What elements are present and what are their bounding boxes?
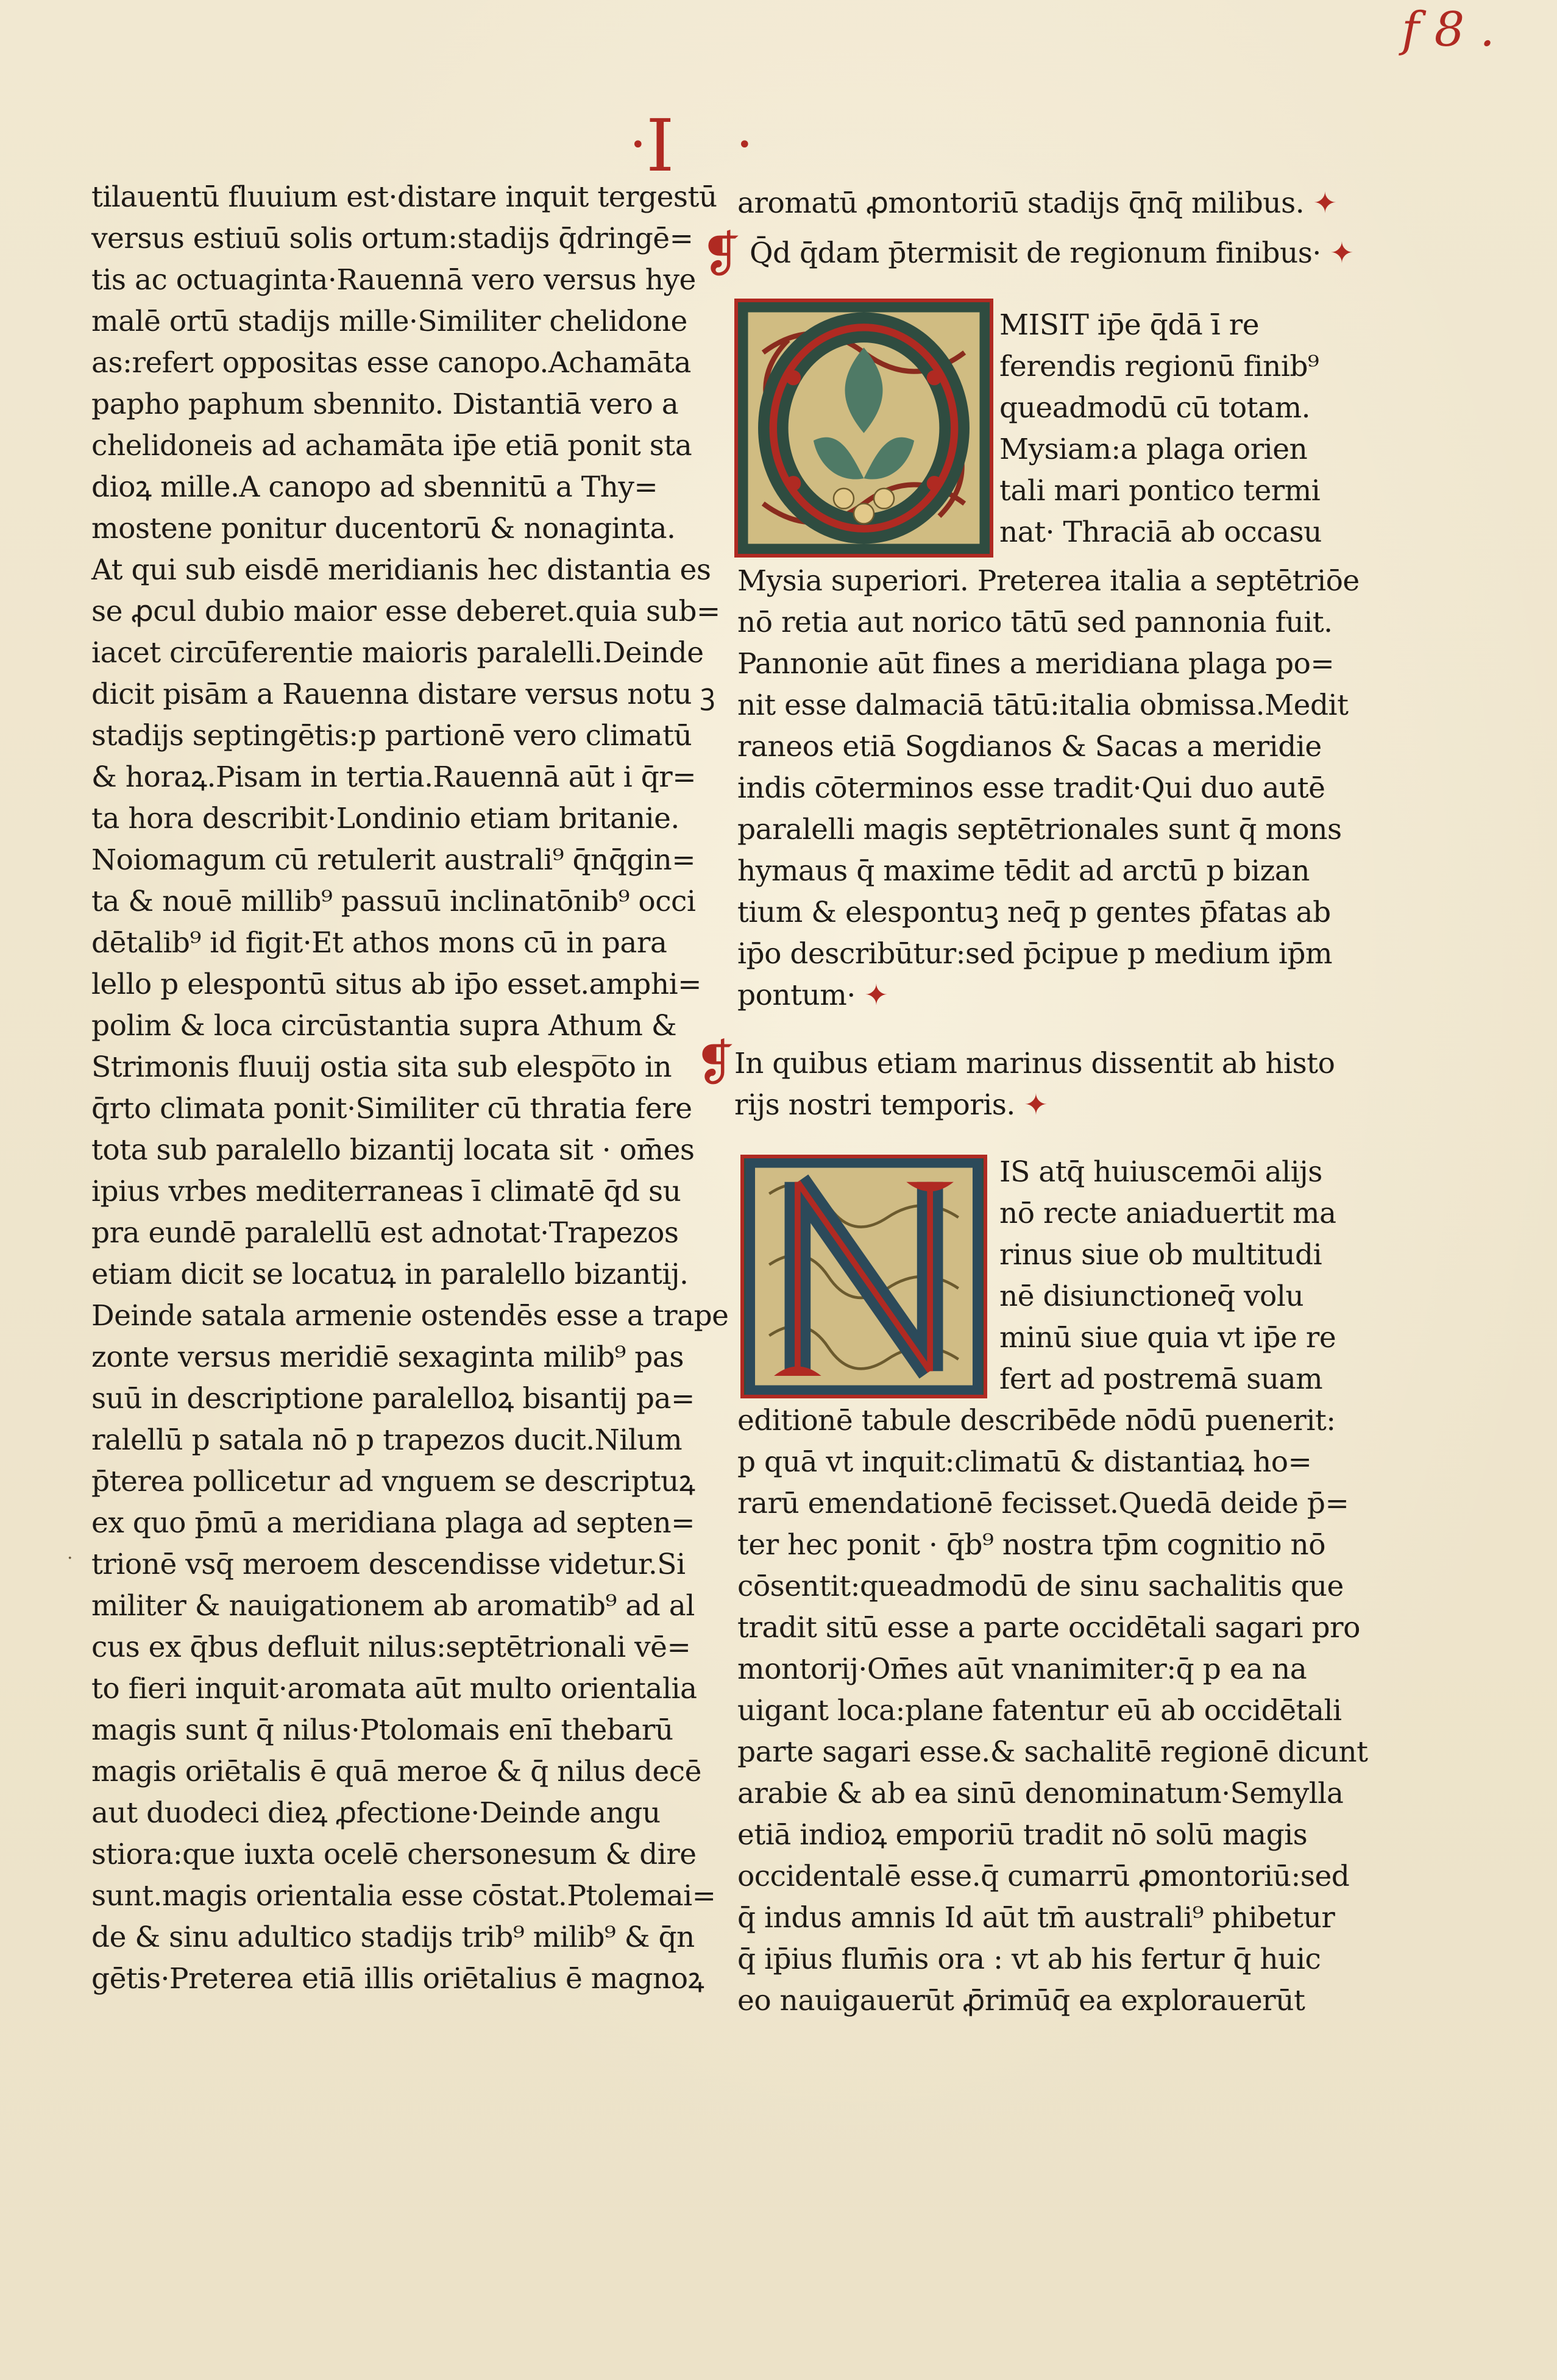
text-line: IS atq̄ huiuscemōi alijs xyxy=(999,1155,1322,1189)
text-line-content: aromatū ꝓmontoriū stadijs q̄nq̄ milibus. xyxy=(737,186,1305,220)
text-line: dioꝝ mille.A canopo ad sbennitū a Thy= xyxy=(91,470,658,504)
text-line: suū in descriptione paralelloꝝ bisantij pa= xyxy=(91,1382,695,1415)
text-line: q̄ ip̄ius flum̄is ora : vt ab his fertur q̄ huic xyxy=(737,1943,1321,1976)
text-line: nō recte aniaduertit ma xyxy=(999,1197,1336,1230)
text-line: p quā vt inquit:climatū & distantiaꝝ ho= xyxy=(737,1445,1312,1479)
folio-number: f 8 . xyxy=(1402,2,1495,57)
text-line: ferendis regionū finib⁹ xyxy=(999,350,1319,383)
text-line: gētis·Preterea etiā illis oriētalius ē magnoꝝ xyxy=(91,1962,704,1996)
text-line: sunt.magis orientalia esse cōstat.Ptolemai= xyxy=(91,1879,716,1913)
text-line: se ꝓcul dubio maior esse deberet.quia sub= xyxy=(91,595,720,628)
text-line xyxy=(737,975,888,1016)
text-line: nō retia aut norico tātū sed pannonia fuit. xyxy=(737,606,1333,639)
text-line: polim & loca circūstantia supra Athum & xyxy=(91,1009,677,1043)
text-line: minū siue quia vt ip̄e re xyxy=(999,1321,1336,1355)
red-ornament: ✦ xyxy=(1321,236,1354,270)
text-line: rinus siue ob multitudi xyxy=(999,1238,1322,1272)
text-line: chelidoneis ad achamāta ip̄e etiā ponit sta xyxy=(91,429,692,462)
text-line: Strimonis fluuij ostia sita sub elespo̅to in xyxy=(91,1050,672,1084)
text-line: tium & elespontuꝫ neq̄ p gentes p̄fatas ab xyxy=(737,896,1331,929)
text-line: ralellū p satala nō p trapezos ducit.Nilum xyxy=(91,1423,683,1457)
text-line: cōsentit:queadmodū de sinu sachalitis que xyxy=(737,1570,1344,1603)
text-line: magis sunt q̄ nilus·Ptolomais enī thebarū xyxy=(91,1713,673,1747)
text-line: tradit sitū esse a parte occidētali sagari pro xyxy=(737,1611,1360,1645)
text-line: tali mari pontico termi xyxy=(999,474,1321,508)
illuminated-initial-o xyxy=(734,299,993,558)
red-ornament: ✦ xyxy=(1304,186,1337,220)
text-line: dētalib⁹ id figit·Et athos mons cū in para xyxy=(91,926,667,960)
text-line: Deinde satala armenie ostendēs esse a trape xyxy=(91,1299,729,1333)
text-line: occidentalē esse.q̄ cumarrū ꝓmontoriū:sed xyxy=(737,1860,1350,1893)
initial-n-artwork xyxy=(744,1158,984,1395)
text-line: iacet circūferentie maioris paralelli.Deinde xyxy=(91,636,704,670)
text-line: nit esse dalmaciā tātū:italia obmissa.Medit xyxy=(737,689,1349,722)
text-line: stiora:que iuxta ocelē chersonesum & dire xyxy=(91,1838,697,1871)
text-line: p̄terea pollicetur ad vnguem se descriptuꝝ xyxy=(91,1465,695,1498)
text-line: Mysia superiori. Preterea italia a septētriōe xyxy=(737,564,1360,598)
text-line: q̄rto climata ponit·Similiter cū thratia fere xyxy=(91,1092,692,1125)
red-ornament: ✦ xyxy=(1015,1088,1048,1122)
text-line: zonte versus meridiē sexaginta milib⁹ pas xyxy=(91,1341,684,1374)
rubric-heading-2-line-2 xyxy=(734,1085,1048,1126)
text-line: ipius vrbes mediterraneas ī climatē q̄d su xyxy=(91,1175,681,1208)
text-line: At qui sub eisdē meridianis hec distantia es xyxy=(91,553,711,587)
text-line: de & sinu adultico stadijs trib⁹ milib⁹ & q̄n xyxy=(91,1921,695,1954)
running-head: I xyxy=(646,104,675,188)
rubric-heading-text: rijs nostri temporis. xyxy=(734,1088,1015,1122)
text-line: to fieri inquit·aromata aūt multo orientalia xyxy=(91,1672,697,1705)
text-line: tis ac octuaginta·Rauennā vero versus hye xyxy=(91,263,696,297)
rubric-heading-2-line-1: In quibus etiam marinus dissentit ab histo xyxy=(734,1047,1335,1080)
text-line: magis oriētalis ē quā meroe & q̄ nilus decē xyxy=(91,1755,701,1788)
running-head-ornament-right: • xyxy=(737,131,752,159)
text-line: rarū emendationē fecisset.Quedā deide p̄= xyxy=(737,1487,1349,1520)
text-line: mostene ponitur ducentorū & nonaginta. xyxy=(91,512,676,545)
rubric-heading-1 xyxy=(750,233,1353,274)
initial-o-artwork xyxy=(738,302,990,554)
text-line: raneos etiā Sogdianos & Sacas a meridie xyxy=(737,730,1322,763)
running-head-ornament-left: • xyxy=(631,131,645,159)
text-line: malē ortū stadijs mille·Similiter chelidone xyxy=(91,305,687,338)
text-line: militer & nauigationem ab aromatib⁹ ad al xyxy=(91,1589,695,1623)
text-line: fert ad postremā suam xyxy=(999,1362,1323,1396)
text-line: editionē tabule describēde nōdū puenerit: xyxy=(737,1404,1336,1437)
text-line: indis cōterminos esse tradit·Qui duo autē xyxy=(737,771,1325,805)
text-line: as:refert oppositas esse canopo.Achamāta xyxy=(91,346,691,380)
text-line: Mysiam:a plaga orien xyxy=(999,433,1308,466)
text-line-content: pontum· xyxy=(737,979,856,1012)
text-line: paralelli magis septētrionales sunt q̄ mons xyxy=(737,813,1342,846)
text-line: ip̄o describūtur:sed p̄cipue p medium ip̄m xyxy=(737,937,1333,971)
text-line: stadijs septingētis:p partionē vero climatū xyxy=(91,719,692,753)
text-line: pra eundē paralellū est adnotat·Trapezos xyxy=(91,1216,679,1250)
text-line: aut duodeci dieꝝ ꝓfectione·Deinde angu xyxy=(91,1796,661,1830)
text-line: montorij·Om̄es aūt vnanimiter:q̄ p ea na xyxy=(737,1652,1307,1686)
margin-mark-dot: · xyxy=(67,1548,73,1569)
text-line: Pannonie aūt fines a meridiana plaga po= xyxy=(737,647,1335,681)
text-line: versus estiuū solis ortum:stadijs q̄dringē= xyxy=(91,222,693,255)
text-line: q̄ indus amnis Id aūt tm̄ australi⁹ phibetur xyxy=(737,1901,1335,1935)
text-line: tota sub paralello bizantij locata sit · om̄es xyxy=(91,1133,695,1167)
text-line: dicit pisām a Rauenna distare versus notu ꝫ xyxy=(91,678,715,711)
text-line: ta hora describit·Londinio etiam britanie. xyxy=(91,802,679,835)
text-line: uigant loca:plane fatentur eū ab occidētali xyxy=(737,1694,1342,1727)
text-line: ter hec ponit · q̄b⁹ nostra tp̄m cognitio nō xyxy=(737,1528,1326,1562)
text-line: MISIT ip̄e q̄dā ī re xyxy=(999,308,1260,342)
text-line xyxy=(737,183,1336,224)
illuminated-initial-n xyxy=(740,1155,987,1398)
text-line: & horaꝝ.Pisam in tertia.Rauennā aūt i q̄r= xyxy=(91,760,697,794)
text-line: ta & nouē millib⁹ passuū inclinatōnib⁹ occi xyxy=(91,885,696,918)
text-line: tilauentū fluuium est·distare inquit tergestū xyxy=(91,180,717,214)
text-line: nat· Thraciā ab occasu xyxy=(999,515,1322,549)
text-line: cus ex q̄bus defluit nilus:septētrionali vē= xyxy=(91,1631,691,1664)
paragraph-mark-icon: ❡ xyxy=(695,1035,736,1091)
text-line: eo nauigauerūt ꝓ̄rimūq̄ ea explorauerūt xyxy=(737,1984,1305,2017)
text-line: lello p elespontū situs ab ip̄o esset.amphi= xyxy=(91,968,702,1001)
text-line: papho paphum sbennito. Distantiā vero a xyxy=(91,388,679,421)
text-line: Noiomagum cū retulerit australi⁹ q̄nq̄gin= xyxy=(91,843,696,877)
text-line: etiā indioꝝ emporiū tradit nō solū magis xyxy=(737,1818,1308,1852)
text-line: queadmodū cū totam. xyxy=(999,391,1311,425)
paragraph-mark-icon: ❡ xyxy=(701,226,742,283)
text-line: ex quo p̄mū a meridiana plaga ad septen= xyxy=(91,1506,695,1540)
text-line: etiam dicit se locatuꝝ in paralello bizantij. xyxy=(91,1258,689,1291)
text-line: arabie & ab ea sinū denominatum·Semylla xyxy=(737,1777,1344,1810)
text-line: trionē vsq̄ meroem descendisse videtur.Si xyxy=(91,1548,686,1581)
text-line: hymaus q̄ maxime tēdit ad arctū p bizan xyxy=(737,854,1310,888)
red-ornament: ✦ xyxy=(855,979,888,1012)
text-line: nē disiunctioneq̄ volu xyxy=(999,1280,1304,1313)
rubric-heading-text: Q̄d q̄dam p̄termisit de regionum finibus· xyxy=(750,236,1321,270)
text-line: parte sagari esse.& sachalitē regionē dicunt xyxy=(737,1735,1368,1769)
